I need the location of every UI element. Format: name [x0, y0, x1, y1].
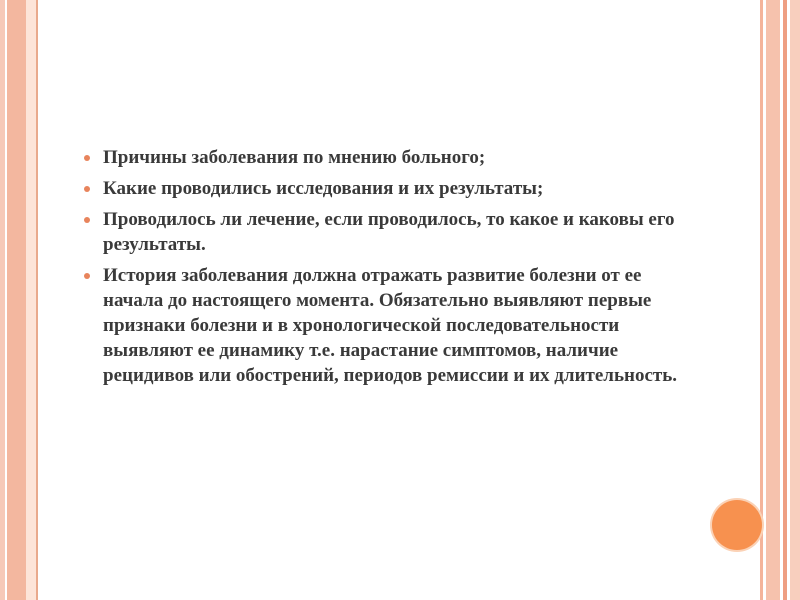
- bullet-dot-icon: [84, 155, 90, 161]
- bullet-item: [80, 207, 680, 257]
- bullet-dot-icon: [84, 217, 90, 223]
- bullet-dot-icon: [84, 273, 90, 279]
- bullet-dot-icon: [84, 186, 90, 192]
- bullet-item: [80, 145, 680, 170]
- bullet-list: [80, 145, 680, 388]
- left-decorative-frame: [0, 0, 36, 600]
- bullet-item: [80, 263, 680, 388]
- bullet-text: Причины заболевания по мнению больного;: [103, 147, 486, 168]
- orange-circle-decoration: [712, 500, 762, 550]
- left-frame-edge: [36, 0, 38, 600]
- bullet-item: [80, 176, 680, 201]
- bullet-text: История заболевания должна отражать развитие болезни от ее начала до настоящего момента. Обязательно выявляют первые признаки болезни и в хронологической последовательности выявляют ее динамику т.е. нарастание симптомов, наличие рецидивов или обострений, периодов ремиссии и их длительность.: [103, 265, 678, 386]
- slide-content: [80, 145, 680, 394]
- right-decorative-stripes: [754, 0, 800, 600]
- bullet-text: Проводилось ли лечение, если проводилось, то какое и каковы его результаты.: [103, 209, 675, 255]
- bullet-text: Какие проводились исследования и их результаты;: [103, 178, 544, 199]
